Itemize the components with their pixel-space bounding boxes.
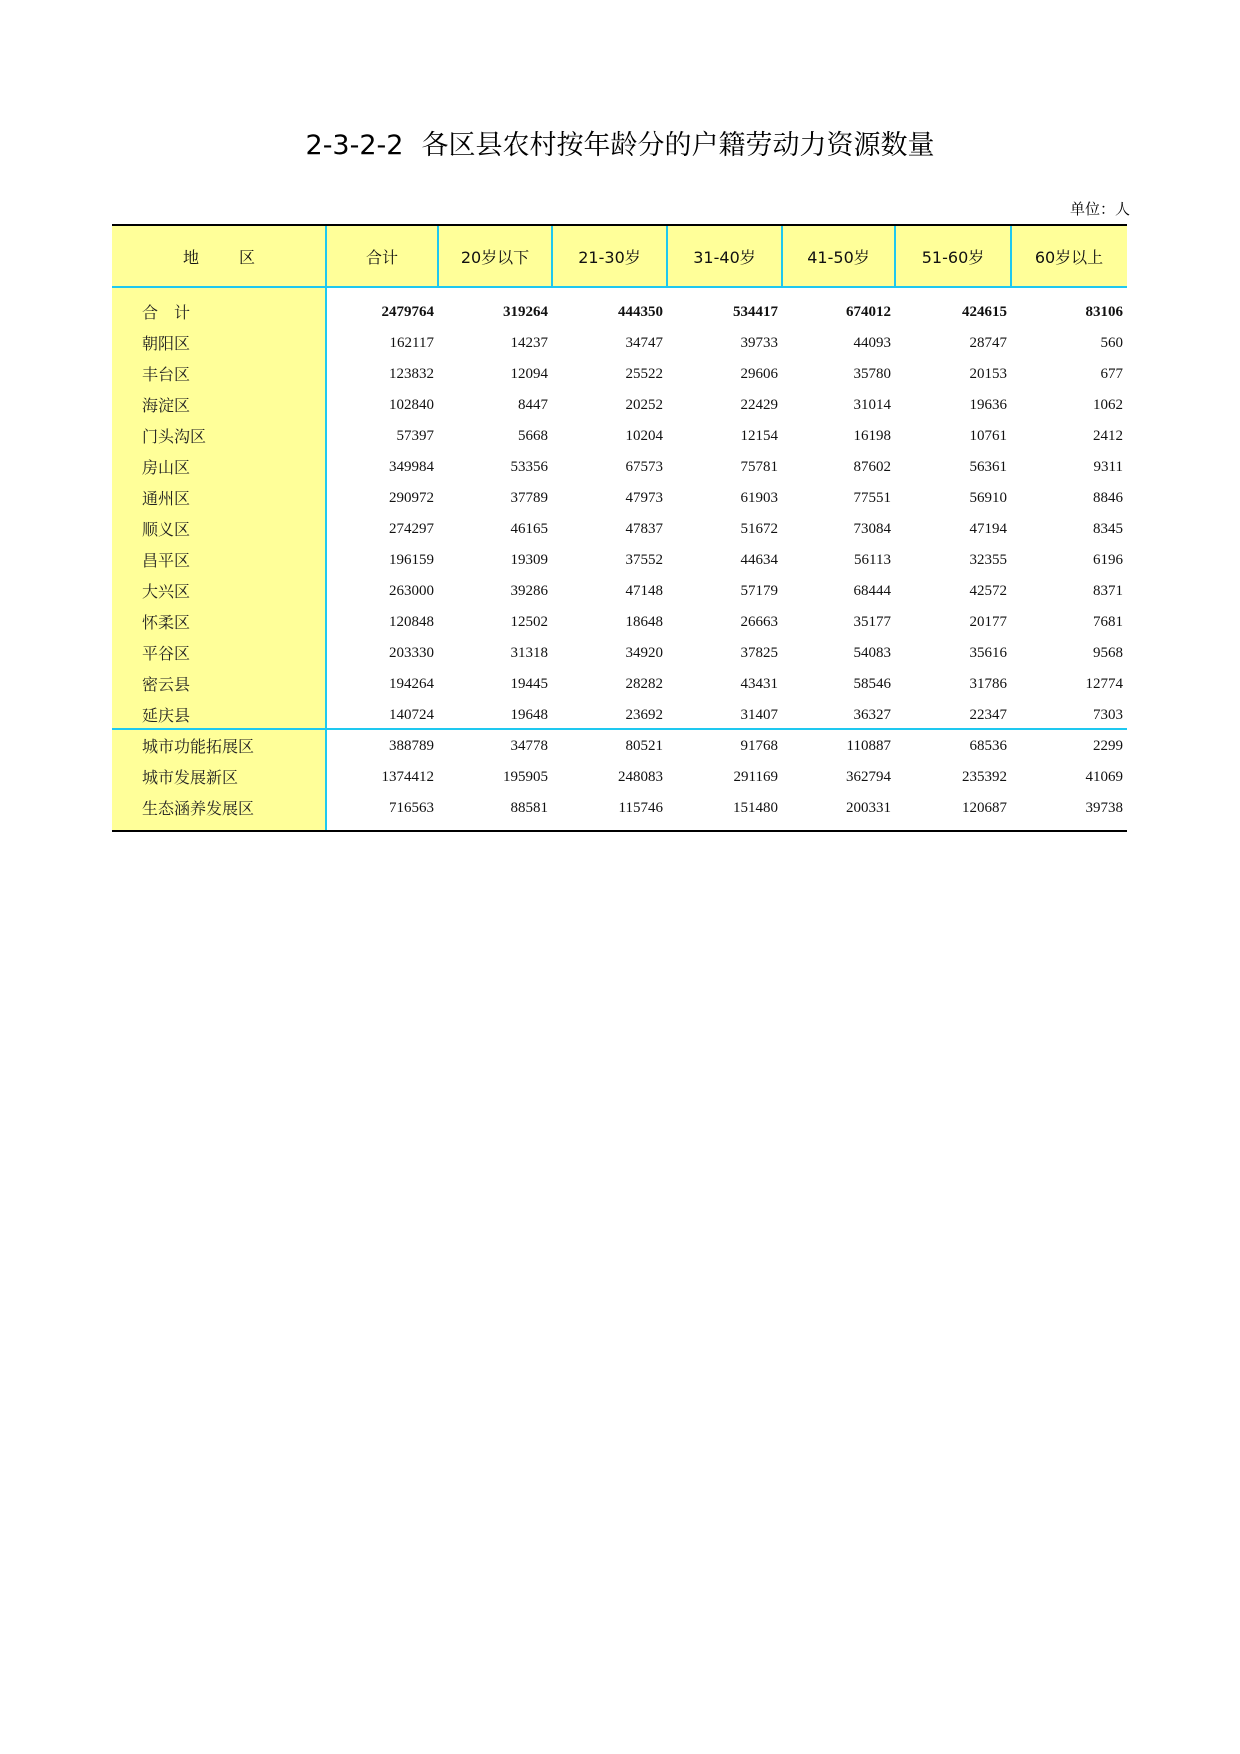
column-header-21-30: 21-30岁 [578, 248, 641, 267]
cell-value: 34920 [625, 645, 663, 661]
header-bottom-line [112, 286, 1127, 288]
table-row [112, 638, 1127, 669]
cell-value: 20153 [969, 366, 1007, 382]
column-header-over-60: 60岁以上 [1034, 248, 1104, 267]
cell-value: 39286 [510, 583, 548, 599]
cell-value: 56113 [854, 552, 891, 568]
cell-value: 44634 [740, 552, 778, 568]
cell-value: 2299 [1093, 738, 1123, 754]
cell-value: 39738 [1085, 800, 1123, 816]
cell-value: 203330 [389, 645, 434, 661]
cell-value: 349984 [389, 459, 434, 475]
cell-value: 534417 [733, 304, 778, 320]
row-label: 通州区 [142, 489, 191, 508]
table-row [112, 545, 1127, 576]
table-row [112, 421, 1127, 452]
cell-value: 677 [1100, 366, 1123, 382]
cell-value: 716563 [389, 800, 434, 816]
column-header-total: 合计 [365, 248, 398, 267]
cell-value: 25522 [625, 366, 663, 382]
cell-value: 39733 [740, 335, 778, 351]
cell-value: 19445 [510, 676, 548, 692]
cell-value: 22429 [740, 397, 778, 413]
cell-value: 67573 [625, 459, 663, 475]
cell-value: 194264 [389, 676, 434, 692]
column-header-31-40: 31-40岁 [693, 248, 756, 267]
row-label: 密云县 [142, 675, 191, 694]
column-header-51-60: 51-60岁 [921, 248, 985, 267]
cell-value: 29606 [740, 366, 778, 382]
cell-value: 20177 [969, 614, 1007, 630]
cell-value: 19648 [510, 707, 548, 723]
cell-value: 560 [1100, 335, 1123, 351]
cell-value: 28747 [969, 335, 1007, 351]
cell-value: 26663 [740, 614, 778, 630]
cell-value: 123832 [389, 366, 434, 382]
cell-value: 37789 [510, 490, 548, 506]
cell-value: 8371 [1093, 583, 1123, 599]
cell-value: 388789 [389, 738, 434, 754]
table-row [112, 669, 1127, 700]
cell-value: 5668 [518, 428, 548, 444]
cell-value: 424615 [962, 304, 1007, 320]
cell-value: 319264 [503, 304, 548, 320]
row-label: 丰台区 [142, 365, 191, 384]
cell-value: 42572 [969, 583, 1007, 599]
table-row [112, 576, 1127, 607]
cell-value: 115746 [618, 800, 663, 816]
row-label: 顺义区 [142, 520, 191, 539]
cell-value: 2479764 [381, 304, 434, 320]
table-row [112, 793, 1127, 824]
cell-value: 444350 [618, 304, 663, 320]
cell-value: 362794 [846, 769, 891, 785]
table-row [112, 607, 1127, 638]
cell-value: 674012 [846, 304, 891, 320]
region-header-left: 地 [182, 248, 199, 267]
page-title [0, 128, 1240, 164]
cell-value: 9311 [1093, 459, 1123, 475]
cell-value: 200331 [846, 800, 891, 816]
cell-value: 248083 [618, 769, 663, 785]
cell-value: 31318 [510, 645, 548, 661]
cell-value: 110887 [846, 738, 891, 754]
cell-value: 34778 [510, 738, 548, 754]
cell-value: 151480 [733, 800, 778, 816]
cell-value: 58546 [853, 676, 891, 692]
cell-value: 47837 [625, 521, 663, 537]
cell-value: 8447 [518, 397, 548, 413]
cell-value: 7681 [1093, 614, 1123, 630]
cell-value: 57397 [396, 428, 434, 444]
cell-value: 9568 [1093, 645, 1123, 661]
cell-value: 68444 [853, 583, 891, 599]
cell-value: 196159 [389, 552, 434, 568]
cell-value: 46165 [510, 521, 548, 537]
cell-value: 263000 [389, 583, 434, 599]
cell-value: 274297 [389, 521, 434, 537]
cell-value: 41069 [1085, 769, 1123, 785]
cell-value: 195905 [503, 769, 548, 785]
table-row [112, 762, 1127, 793]
cell-value: 47973 [625, 490, 663, 506]
table-row [112, 731, 1127, 762]
cell-value: 31786 [969, 676, 1007, 692]
cell-value: 19636 [969, 397, 1007, 413]
cell-value: 14237 [510, 335, 548, 351]
cell-value: 16198 [853, 428, 891, 444]
cell-value: 18648 [625, 614, 663, 630]
row-label: 昌平区 [142, 551, 191, 570]
cell-value: 290972 [389, 490, 434, 506]
row-label: 合 计 [142, 303, 191, 322]
divider-header [551, 226, 553, 287]
row-label: 怀柔区 [142, 613, 191, 632]
cell-value: 35616 [969, 645, 1007, 661]
cell-value: 2412 [1093, 428, 1123, 444]
cell-value: 54083 [853, 645, 891, 661]
cell-value: 7303 [1093, 707, 1123, 723]
table-bottom-rule [112, 830, 1127, 832]
cell-value: 51672 [740, 521, 778, 537]
cell-value: 37825 [740, 645, 778, 661]
divider-header [1010, 226, 1012, 287]
divider-header [666, 226, 668, 287]
cell-value: 47194 [969, 521, 1007, 537]
table-header [112, 224, 1127, 287]
cell-value: 140724 [389, 707, 434, 723]
cell-value: 73084 [853, 521, 891, 537]
region-header-right: 区 [239, 248, 256, 267]
row-label: 朝阳区 [142, 334, 191, 353]
cell-value: 23692 [625, 707, 663, 723]
row-label: 房山区 [142, 458, 191, 477]
cell-value: 91768 [740, 738, 778, 754]
cell-value: 43431 [740, 676, 778, 692]
table-row-total [112, 297, 1127, 328]
row-label: 延庆县 [142, 706, 191, 725]
column-header-41-50: 41-50岁 [807, 248, 870, 267]
cell-value: 53356 [510, 459, 548, 475]
row-label: 平谷区 [142, 644, 191, 663]
table-code: 2-3-2-2 [305, 130, 404, 161]
cell-value: 83106 [1085, 304, 1123, 320]
cell-value: 36327 [853, 707, 891, 723]
cell-value: 235392 [962, 769, 1007, 785]
cell-value: 1062 [1093, 397, 1123, 413]
cell-value: 12502 [510, 614, 548, 630]
cell-value: 10761 [969, 428, 1007, 444]
cell-value: 19309 [510, 552, 548, 568]
row-label: 城市功能拓展区 [142, 737, 255, 756]
column-header-under-20: 20岁以下 [460, 248, 530, 267]
row-label: 海淀区 [142, 396, 191, 415]
table-title: 各区县农村按年龄分的户籍劳动力资源数量 [421, 130, 935, 161]
cell-value: 34747 [625, 335, 663, 351]
cell-value: 61903 [740, 490, 778, 506]
cell-value: 8345 [1093, 521, 1123, 537]
cell-value: 37552 [625, 552, 663, 568]
cell-value: 6196 [1093, 552, 1123, 568]
row-label: 大兴区 [142, 582, 191, 601]
cell-value: 44093 [853, 335, 891, 351]
table-row [112, 359, 1127, 390]
cell-value: 12154 [740, 428, 778, 444]
cell-value: 10204 [625, 428, 663, 444]
row-label: 城市发展新区 [142, 768, 239, 787]
table-row [112, 452, 1127, 483]
row-label: 生态涵养发展区 [142, 799, 255, 818]
cell-value: 31407 [740, 707, 778, 723]
cell-value: 35177 [853, 614, 891, 630]
cell-value: 28282 [625, 676, 663, 692]
row-label: 门头沟区 [142, 427, 207, 446]
divider-header [894, 226, 896, 287]
cell-value: 1374412 [381, 769, 434, 785]
cell-value: 31014 [853, 397, 891, 413]
cell-value: 56910 [969, 490, 1007, 506]
cell-value: 87602 [853, 459, 891, 475]
cell-value: 8846 [1093, 490, 1123, 506]
cell-value: 120687 [962, 800, 1007, 816]
cell-value: 120848 [389, 614, 434, 630]
column-header-region [112, 226, 326, 287]
divider-header [437, 226, 439, 287]
cell-value: 88581 [510, 800, 548, 816]
table-row [112, 483, 1127, 514]
cell-value: 20252 [625, 397, 663, 413]
cell-value: 75781 [740, 459, 778, 475]
cell-value: 22347 [969, 707, 1007, 723]
cell-value: 47148 [625, 583, 663, 599]
cell-value: 35780 [853, 366, 891, 382]
cell-value: 56361 [969, 459, 1007, 475]
table-row [112, 700, 1127, 731]
cell-value: 77551 [853, 490, 891, 506]
cell-value: 68536 [969, 738, 1007, 754]
unit-label: 单位：人 [1069, 202, 1130, 218]
cell-value: 162117 [389, 335, 434, 351]
cell-value: 32355 [969, 552, 1007, 568]
table-row [112, 390, 1127, 421]
cell-value: 57179 [740, 583, 778, 599]
cell-value: 12094 [510, 366, 548, 382]
cell-value: 102840 [389, 397, 434, 413]
cell-value: 12774 [1085, 676, 1123, 692]
cell-value: 291169 [733, 769, 778, 785]
table-row [112, 328, 1127, 359]
cell-value: 80521 [625, 738, 663, 754]
table-row [112, 514, 1127, 545]
divider-header [781, 226, 783, 287]
